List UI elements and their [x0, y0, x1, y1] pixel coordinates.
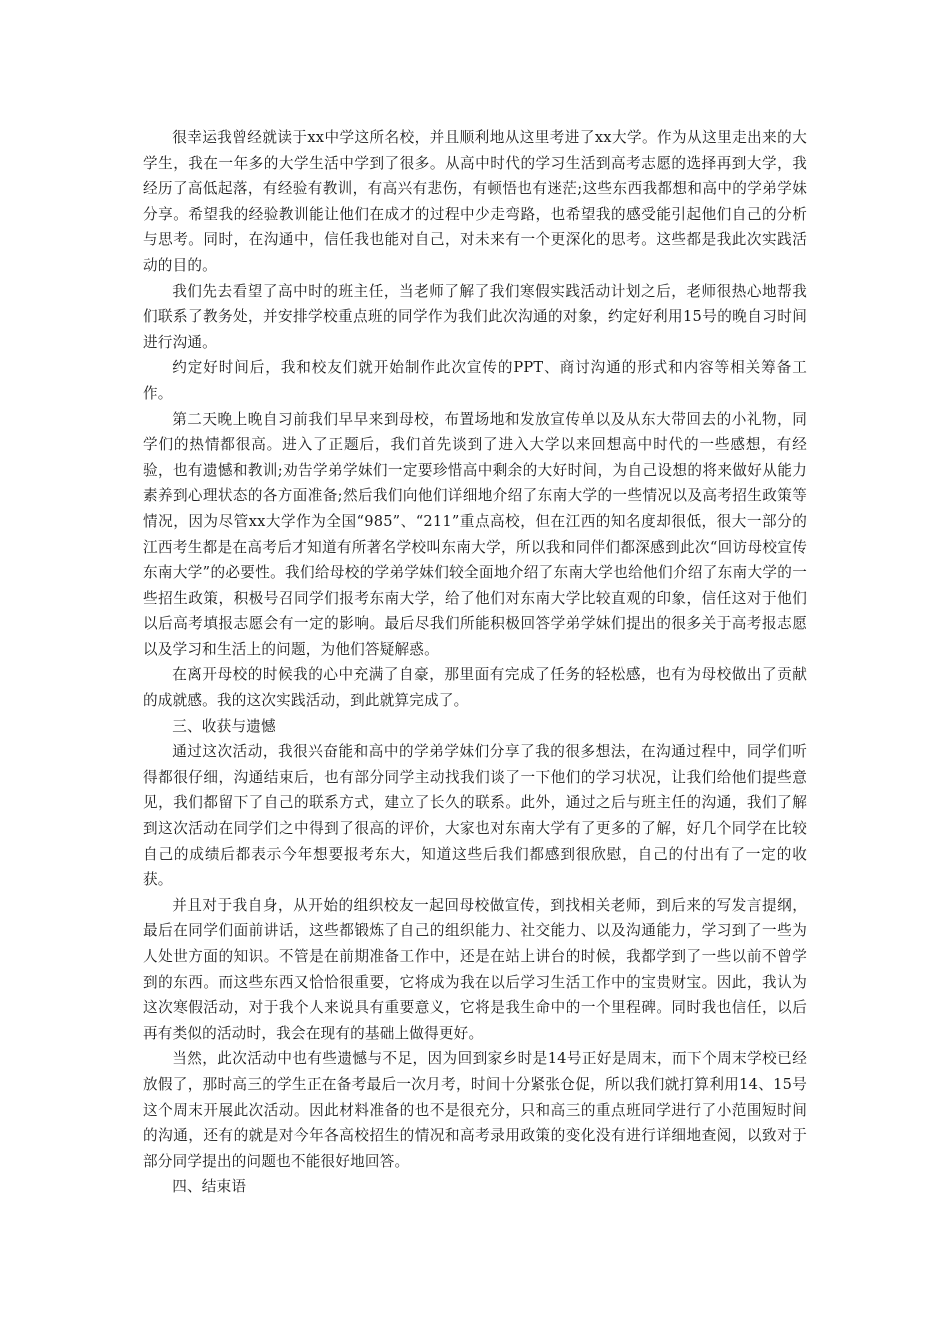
document-page — [143, 125, 807, 1200]
paragraph-event: 第二天晚上晚自习前我们早早来到母校，布置场地和发放宣传单以及从东大带回去的小礼物，同学们的热情都很高。进入了正题后，我们首先谈到了进入大学以来回想高中时代的一些感想，有经验，也有遗憾和教训;劝告学弟学妹们一定要珍惜高中剩余的大好时间，为自己设想的将来做好从能力素养到心理状态的各方面准备;然后我们向他们详细地介绍了东南大学的一些情况以及高考招生政策等情况，因为尽管xx大学作为全国“985”、“211”重点高校，但在江西的知名度却很低，很大一部分的江西考生都是在高考后才知道有所著名学校叫东南大学，所以我和同伴们都深感到此次“回访母校宣传东南大学”的必要性。我们给母校的学弟学妹们较全面地介绍了东南大学也给他们介绍了东南大学的一些招生政策，积极号召同学们报考东南大学，给了他们对东南大学比较直观的印象，信任这对于他们以后高考填报志愿会有一定的影响。最后尽我们所能积极回答学弟学妹们提出的很多关于高考报志愿以及学习和生活上的问题，为他们答疑解惑。 — [143, 410, 807, 658]
paragraph-visit-teacher: 我们先去看望了高中时的班主任，当老师了解了我们寒假实践活动计划之后，老师很热心地帮我们联系了教务处，并安排学校重点班的同学作为我们此次沟通的对象，约定好利用15号的晚自习时间进行沟通。 — [143, 282, 807, 351]
paragraph-regrets: 当然，此次活动中也有些遗憾与不足，因为回到家乡时是14号正好是周末，而下个周末学校已经放假了，那时高三的学生正在备考最后一次月考，时间十分紧张仓促，所以我们就打算利用14、15号这个周末开展此次活动。因此材料准备的也不是很充分，只和高三的重点班同学进行了小范围短时间的沟通，还有的就是对今年各高校招生的情况和高考录用政策的变化没有进行详细地查阅，以致对于部分同学提出的问题也不能很好地回答。 — [143, 1050, 807, 1170]
section-heading-gains: 三、收获与遗憾 — [172, 717, 276, 735]
section-heading-conclusion: 四、结束语 — [172, 1178, 247, 1196]
paragraph-preparation: 约定好时间后，我和校友们就开始制作此次宣传的PPT、商讨沟通的形式和内容等相关筹备工作。 — [143, 359, 807, 402]
paragraph-leaving: 在离开母校的时候我的心中充满了自豪，那里面有完成了任务的轻松感，也有为母校做出了贡献的成就感。我的这次实践活动，到此就算完成了。 — [143, 666, 807, 710]
paragraph-self-growth: 并且对于我自身，从开始的组织校友一起回母校做宣传，到找相关老师，到后来的写发言提纲，最后在同学们面前讲话，这些都锻炼了自己的组织能力、社交能力、以及沟通能力，学习到了一些为人处世方面的知识。不管是在前期准备工作中，还是在站上讲台的时候，我都学到了一些以前不曾学到的东西。而这些东西又恰恰很重要，它将成为我在以后学习生活工作中的宝贵财宝。因此，我认为这次寒假活动，对于我个人来说具有重要意义，它将是我生命中的一个里程碑。同时我也信任，以后再有类似的活动时，我会在现有的基础上做得更好。 — [143, 896, 807, 1042]
paragraph-purpose: 很幸运我曾经就读于xx中学这所名校，并且顺利地从这里考进了xx大学。作为从这里走出来的大学生，我在一年多的大学生活中学到了很多。从高中时代的学习生活到高考志愿的选择再到大学，我经历了高低起落，有经验有教训，有高兴有悲伤，有顿悟也有迷茫;这些东西我都想和高中的学弟学妹分享。希望我的经验教训能让他们在成才的过程中少走弯路，也希望我的感受能引起他们自己的分析与思考。同时，在沟通中，信任我也能对自己，对未来有一个更深化的思考。这些都是我此次实践活动的目的。 — [143, 129, 807, 274]
paragraph-gains: 通过这次活动，我很兴奋能和高中的学弟学妹们分享了我的很多想法，在沟通过程中，同学们听得都很仔细，沟通结束后，也有部分同学主动找我们谈了一下他们的学习状况，让我们给他们提些意见，我们都留下了自己的联系方式，建立了长久的联系。此外，通过之后与班主任的沟通，我们了解到这次活动在同学们之中得到了很高的评价，大家也对东南大学有了更多的了解，好几个同学在比较自己的成绩后都表示今年想要报考东大，知道这些后我们都感到很欣慰，自己的付出有了一定的收获。 — [143, 743, 807, 889]
